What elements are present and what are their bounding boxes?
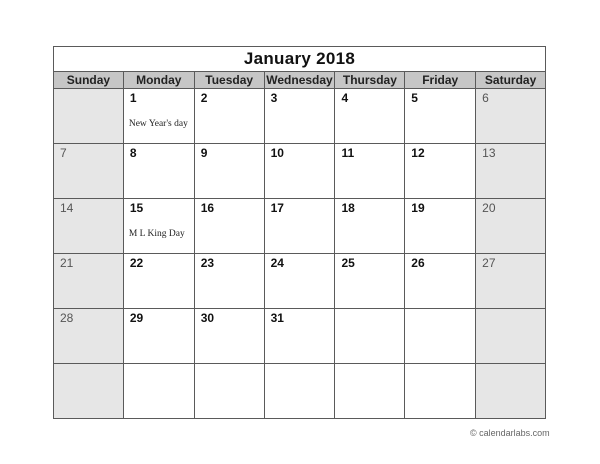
day-number: 10	[270, 146, 284, 160]
day-cell[interactable]	[265, 199, 336, 254]
day-number: 5	[411, 91, 418, 105]
day-cell[interactable]	[195, 89, 265, 144]
day-number: 11	[341, 146, 355, 160]
day-cell[interactable]	[335, 89, 405, 144]
day-cell[interactable]	[335, 254, 405, 309]
day-cell[interactable]	[54, 144, 124, 199]
day-number: 19	[411, 201, 425, 215]
day-number: 2	[200, 91, 208, 105]
holiday-label: M L King Day	[128, 229, 185, 239]
day-number: 20	[482, 201, 496, 215]
day-cell[interactable]	[476, 144, 546, 199]
day-cell[interactable]	[265, 144, 336, 199]
day-number: 21	[60, 256, 74, 270]
holiday-label: New Year's day	[128, 119, 188, 129]
day-number: 24	[270, 256, 284, 270]
day-number: 25	[341, 256, 355, 270]
day-number: 27	[482, 256, 496, 270]
day-number: 16	[200, 201, 215, 215]
day-number: 8	[129, 146, 137, 160]
day-number: 1	[129, 91, 137, 105]
day-cell[interactable]	[405, 254, 476, 309]
weekday-header-row	[54, 72, 546, 89]
day-cell[interactable]	[405, 199, 476, 254]
weekday-friday: Friday	[405, 72, 476, 89]
day-number: 15	[129, 201, 144, 215]
day-cell[interactable]	[476, 199, 546, 254]
weekday-sunday: Sunday	[54, 72, 124, 89]
day-number: 30	[200, 311, 215, 325]
day-number: 7	[60, 146, 67, 160]
day-number: 4	[341, 91, 349, 105]
day-cell[interactable]	[54, 309, 124, 364]
weekday-saturday: Saturday	[476, 72, 546, 89]
calendar	[53, 46, 546, 419]
day-number: 22	[129, 256, 144, 270]
copyright-footer: © calendarlabs.com	[470, 428, 550, 438]
day-cell[interactable]	[405, 364, 476, 419]
weekday-thursday: Thursday	[335, 72, 405, 89]
day-cell[interactable]	[405, 89, 476, 144]
day-number: 29	[129, 311, 144, 325]
day-cell[interactable]	[124, 254, 195, 309]
day-cell[interactable]	[405, 144, 476, 199]
day-cell[interactable]	[195, 309, 265, 364]
day-number: 13	[482, 146, 496, 160]
day-cell[interactable]	[124, 309, 195, 364]
day-cell[interactable]	[195, 199, 265, 254]
day-cell[interactable]	[265, 89, 336, 144]
day-cell[interactable]	[124, 364, 195, 419]
day-cell[interactable]	[265, 254, 336, 309]
day-number: 17	[270, 201, 284, 215]
week-row	[54, 364, 546, 419]
day-number: 31	[270, 311, 284, 325]
day-number: 3	[270, 91, 278, 105]
day-cell[interactable]	[265, 364, 336, 419]
week-row	[54, 89, 546, 144]
day-cell[interactable]	[54, 199, 124, 254]
day-cell[interactable]	[335, 199, 405, 254]
day-cell[interactable]	[476, 364, 546, 419]
day-cell[interactable]	[195, 144, 265, 199]
day-number: 23	[200, 256, 215, 270]
day-cell[interactable]	[195, 254, 265, 309]
day-cell[interactable]	[405, 309, 476, 364]
day-cell[interactable]	[54, 254, 124, 309]
week-row	[54, 309, 546, 364]
week-row	[54, 144, 546, 199]
day-cell[interactable]	[476, 254, 546, 309]
day-cell[interactable]	[54, 89, 124, 144]
day-cell[interactable]	[124, 89, 195, 144]
day-number: 18	[341, 201, 355, 215]
weekday-wednesday: Wednesday	[265, 72, 336, 89]
day-number: 26	[411, 256, 425, 270]
day-cell[interactable]	[54, 364, 124, 419]
day-cell[interactable]	[195, 364, 265, 419]
day-cell[interactable]	[335, 144, 405, 199]
day-cell[interactable]	[124, 144, 195, 199]
weekday-monday: Monday	[124, 72, 195, 89]
day-cell[interactable]	[124, 199, 195, 254]
day-cell[interactable]	[265, 309, 336, 364]
week-row	[54, 199, 546, 254]
weekday-tuesday: Tuesday	[195, 72, 265, 89]
day-cell[interactable]	[335, 309, 405, 364]
day-number: 12	[411, 146, 425, 160]
day-number: 28	[60, 311, 74, 325]
day-cell[interactable]	[335, 364, 405, 419]
calendar-title: January 2018	[54, 47, 546, 72]
day-number: 9	[200, 146, 208, 160]
day-cell[interactable]	[476, 89, 546, 144]
week-row	[54, 254, 546, 309]
day-cell[interactable]	[476, 309, 546, 364]
day-number: 14	[60, 201, 74, 215]
day-number: 6	[482, 91, 489, 105]
